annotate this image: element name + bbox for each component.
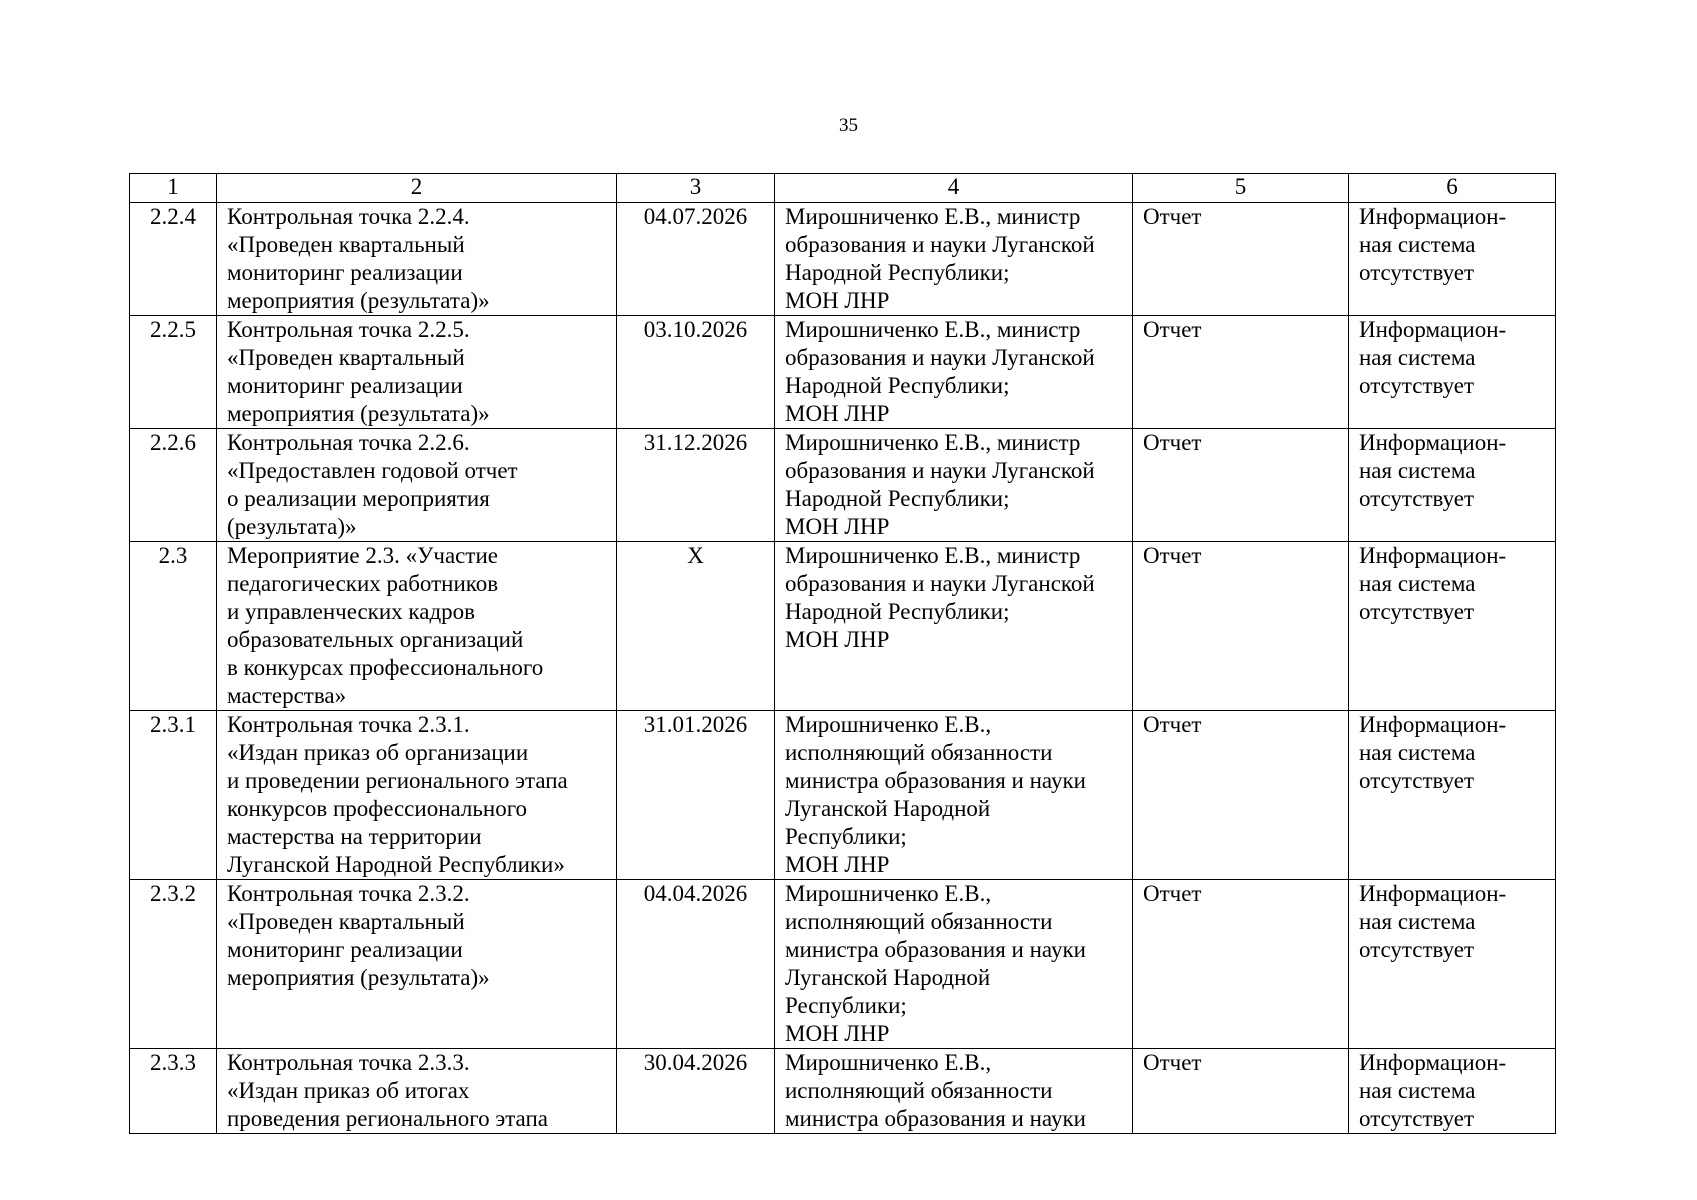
column-header: 1 [130, 174, 217, 203]
row-doc-type: Отчет [1133, 880, 1349, 1049]
row-info-system: Информацион- ная система отсутствует [1349, 542, 1556, 711]
row-doc-type: Отчет [1133, 429, 1349, 542]
row-name: Контрольная точка 2.3.2. «Проведен квартальный мониторинг реализации мероприятия (результата)» [217, 880, 617, 1049]
row-name: Мероприятие 2.3. «Участие педагогических работников и управленческих кадров образовательных организаций в конкурсах профессионального мастерства» [217, 542, 617, 711]
row-name: Контрольная точка 2.2.5. «Проведен квартальный мониторинг реализации мероприятия (результата)» [217, 316, 617, 429]
row-info-system: Информацион- ная система отсутствует [1349, 316, 1556, 429]
table-row [130, 542, 1556, 711]
row-number: 2.2.5 [130, 316, 217, 429]
row-number: 2.3.1 [130, 711, 217, 880]
column-header: 6 [1349, 174, 1556, 203]
row-info-system: Информацион- ная система отсутствует [1349, 203, 1556, 316]
row-number: 2.2.6 [130, 429, 217, 542]
row-number: 2.3.2 [130, 880, 217, 1049]
page-number: 35 [839, 115, 858, 136]
row-date: 31.01.2026 [617, 711, 775, 880]
table-header-row [130, 174, 1556, 203]
row-name: Контрольная точка 2.3.3. «Издан приказ об итогах проведения регионального этапа [217, 1049, 617, 1134]
row-date: 04.04.2026 [617, 880, 775, 1049]
row-doc-type: Отчет [1133, 711, 1349, 880]
row-responsible: Мирошниченко Е.В., министр образования и науки Луганской Народной Республики; МОН ЛНР [775, 203, 1133, 316]
row-responsible: Мирошниченко Е.В., исполняющий обязанности министра образования и науки Луганской Народной Республики; МОН ЛНР [775, 711, 1133, 880]
table-row [130, 880, 1556, 1049]
table-row [130, 203, 1556, 316]
row-responsible: Мирошниченко Е.В., министр образования и науки Луганской Народной Республики; МОН ЛНР [775, 316, 1133, 429]
row-name: Контрольная точка 2.2.4. «Проведен квартальный мониторинг реализации мероприятия (результата)» [217, 203, 617, 316]
row-doc-type: Отчет [1133, 203, 1349, 316]
column-header: 2 [217, 174, 617, 203]
table-row [130, 316, 1556, 429]
row-date: 04.07.2026 [617, 203, 775, 316]
row-doc-type: Отчет [1133, 542, 1349, 711]
column-header: 4 [775, 174, 1133, 203]
table-row [130, 429, 1556, 542]
row-date: 30.04.2026 [617, 1049, 775, 1134]
row-info-system: Информацион- ная система отсутствует [1349, 1049, 1556, 1134]
row-info-system: Информацион- ная система отсутствует [1349, 429, 1556, 542]
row-info-system: Информацион- ная система отсутствует [1349, 711, 1556, 880]
control-points-table [129, 173, 1556, 1134]
row-date: 03.10.2026 [617, 316, 775, 429]
table-row [130, 1049, 1556, 1134]
table-row [130, 711, 1556, 880]
row-responsible: Мирошниченко Е.В., исполняющий обязанности министра образования и науки Луганской Народной Республики; МОН ЛНР [775, 880, 1133, 1049]
row-doc-type: Отчет [1133, 316, 1349, 429]
row-doc-type: Отчет [1133, 1049, 1349, 1134]
row-number: 2.3 [130, 542, 217, 711]
row-name: Контрольная точка 2.2.6. «Предоставлен годовой отчет о реализации мероприятия (результата)» [217, 429, 617, 542]
row-responsible: Мирошниченко Е.В., министр образования и науки Луганской Народной Республики; МОН ЛНР [775, 542, 1133, 711]
column-header: 3 [617, 174, 775, 203]
row-info-system: Информацион- ная система отсутствует [1349, 880, 1556, 1049]
row-date: 31.12.2026 [617, 429, 775, 542]
row-date: Х [617, 542, 775, 711]
row-responsible: Мирошниченко Е.В., министр образования и науки Луганской Народной Республики; МОН ЛНР [775, 429, 1133, 542]
row-number: 2.2.4 [130, 203, 217, 316]
row-number: 2.3.3 [130, 1049, 217, 1134]
row-name: Контрольная точка 2.3.1. «Издан приказ об организации и проведении регионального этапа конкурсов профессионального мастерства на территории Луганской Народной Республики» [217, 711, 617, 880]
row-responsible: Мирошниченко Е.В., исполняющий обязанности министра образования и науки [775, 1049, 1133, 1134]
column-header: 5 [1133, 174, 1349, 203]
